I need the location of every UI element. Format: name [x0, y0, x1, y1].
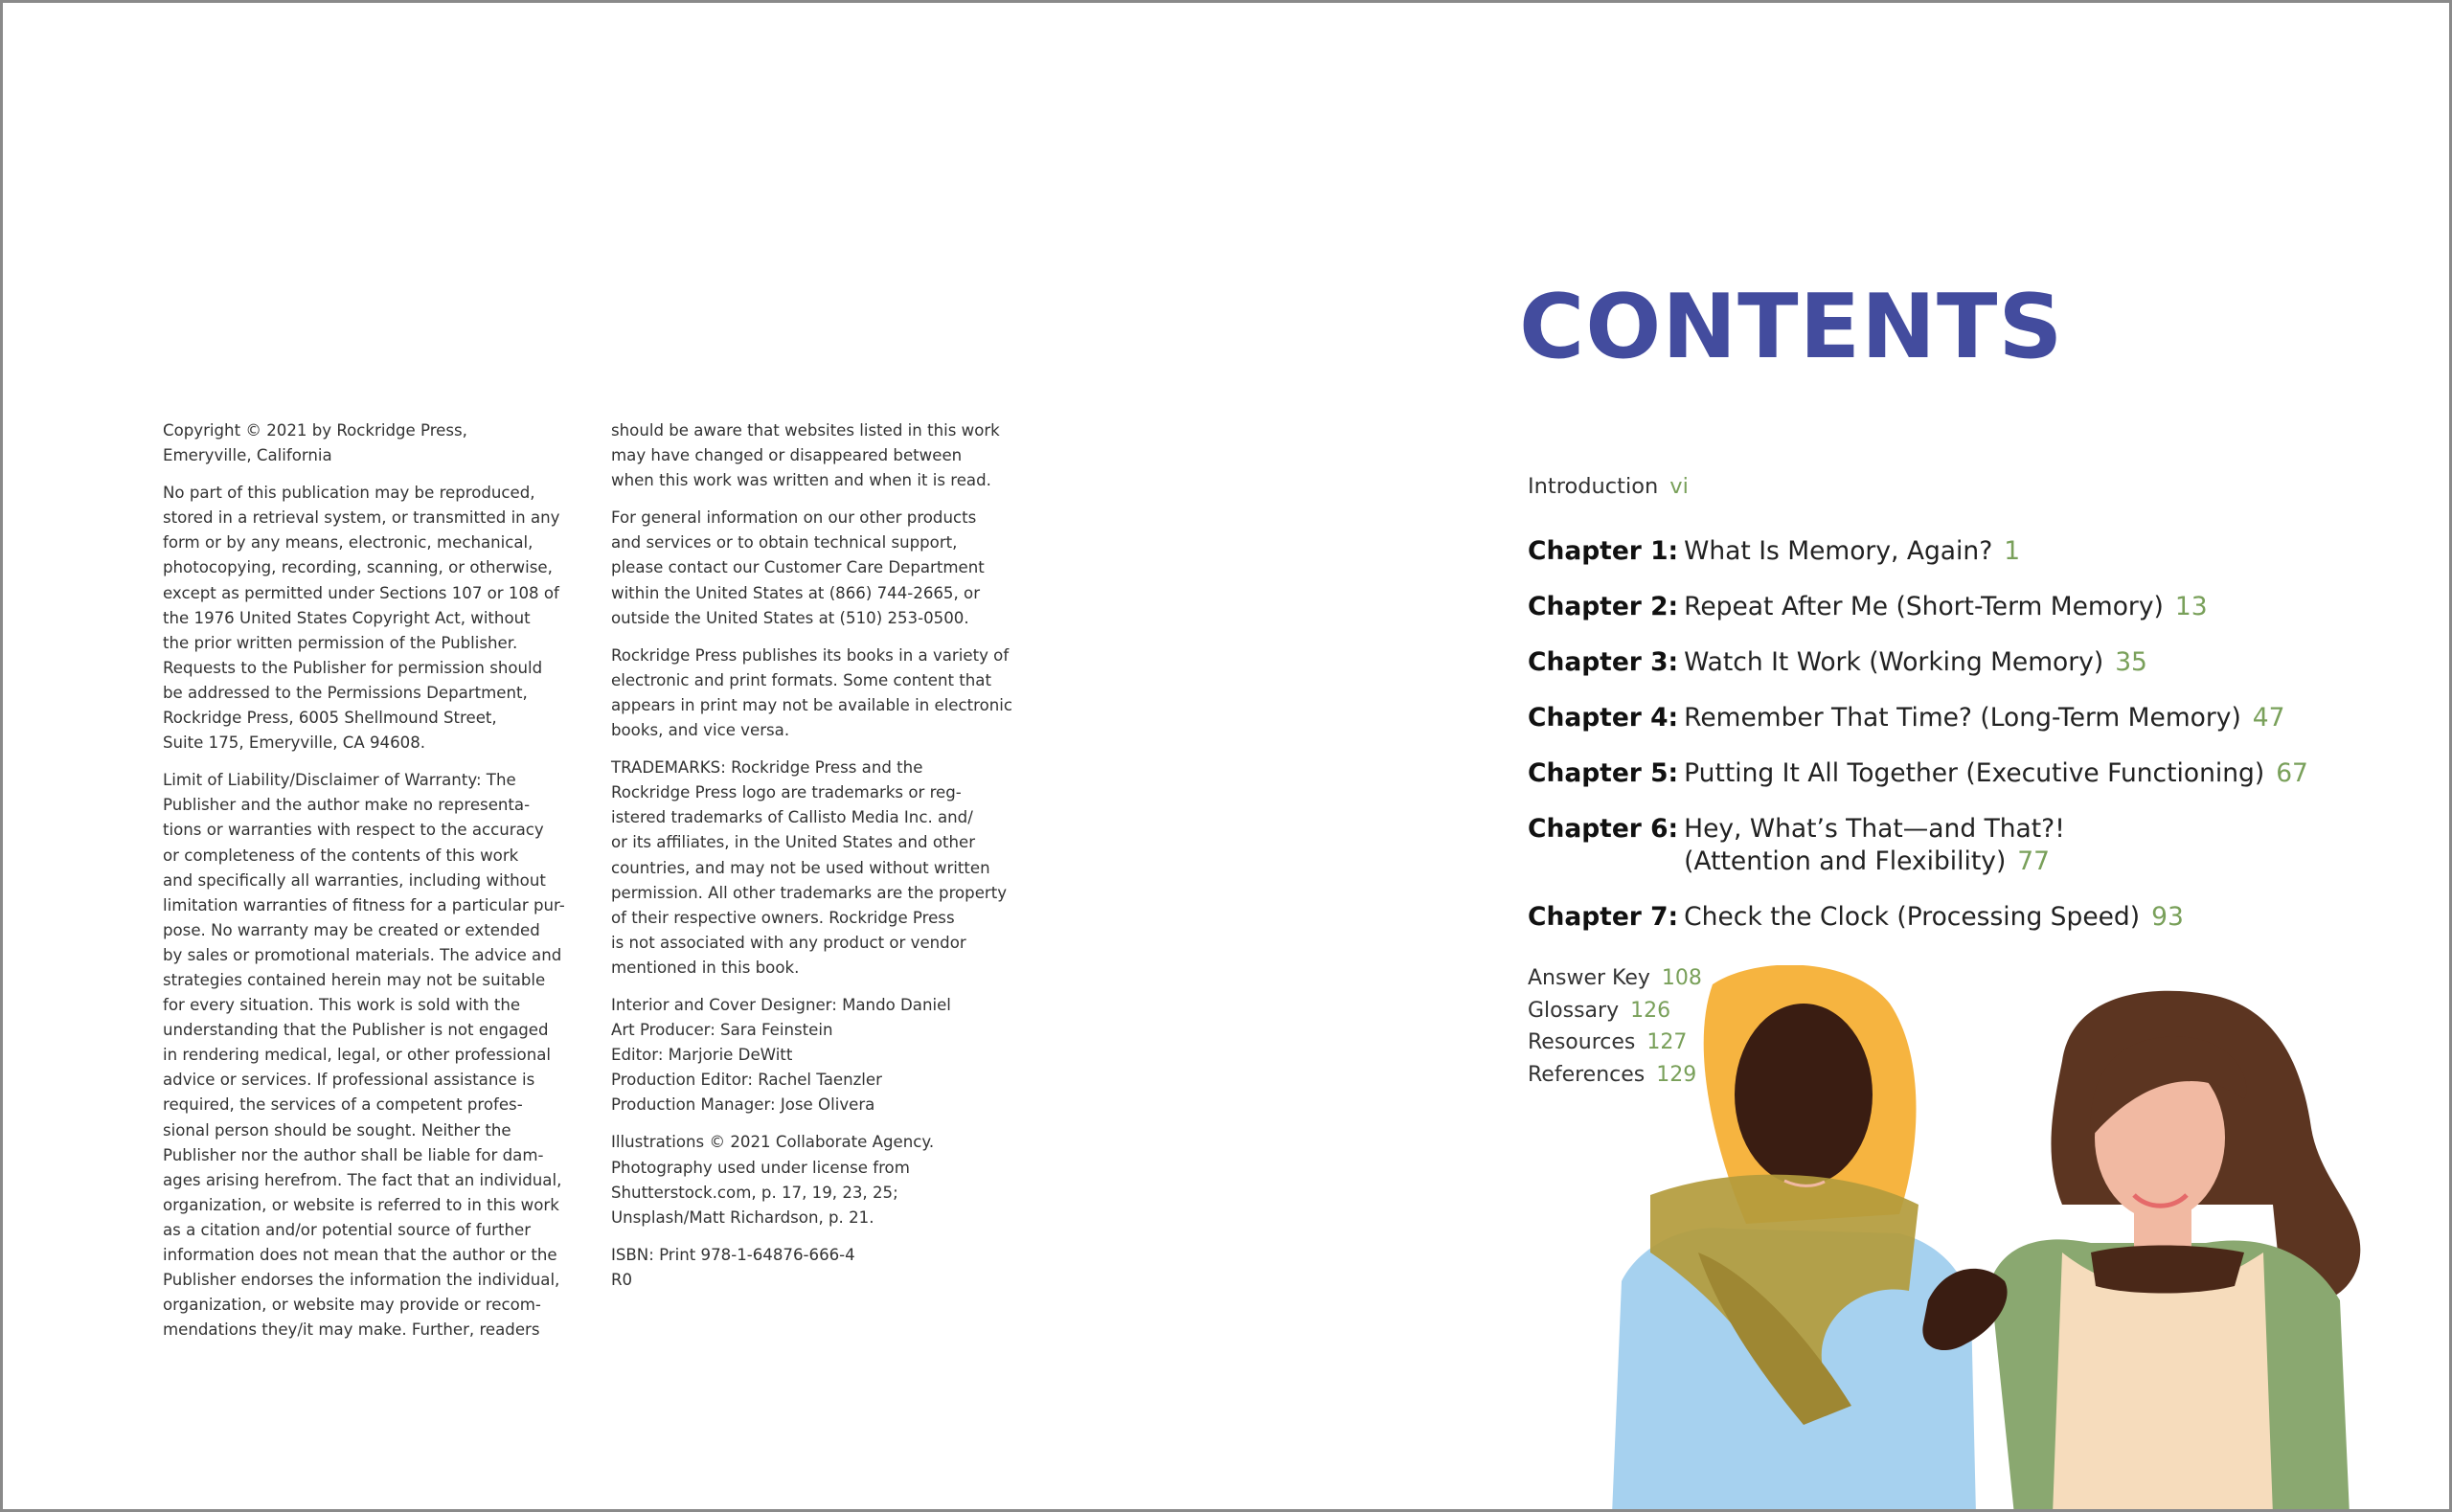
- toc-entry-chapter-4[interactable]: [1528, 702, 2438, 734]
- copyright-paragraph: should be aware that websites listed in this work may have changed or disappeared between when this work was written and when it is read.: [611, 421, 1000, 490]
- toc-entry-label: Answer Key: [1528, 966, 1650, 990]
- chapter-title: Watch It Work (Working Memory): [1684, 647, 2104, 677]
- chapter-number: Chapter 6:: [1528, 814, 1679, 844]
- toc-entry-chapter-5[interactable]: [1528, 757, 2438, 790]
- toc-entry-label: Introduction: [1528, 474, 1659, 499]
- toc-entry-label: Glossary: [1528, 998, 1620, 1023]
- woman-right-figure: [1990, 991, 2360, 1509]
- toc-page-number: 35: [2115, 647, 2147, 677]
- toc-page-number: vi: [1669, 474, 1689, 499]
- chapter-title: Remember That Time? (Long-Term Memory): [1684, 703, 2241, 733]
- chapter-number: Chapter 3:: [1528, 647, 1679, 677]
- toc-page-number: 13: [2174, 592, 2208, 621]
- toc-entry-chapter-6[interactable]: [1528, 813, 2438, 878]
- chapter-number: Chapter 1:: [1528, 536, 1679, 566]
- toc-entry-chapter-2[interactable]: [1528, 591, 2438, 623]
- contents-title: CONTENTS: [1519, 275, 2064, 378]
- illustration-credits-paragraph: Illustrations © 2021 Collaborate Agency. Photography used under license from Shutterstock.com, p. 17, 19, 23, 25; Unsplash/Matt Richardson, p. 21.: [611, 1133, 935, 1227]
- copyright-paragraph: Limit of Liability/Disclaimer of Warranty: The Publisher and the author make no representa- tions or warranties with respect to the accuracy or completeness of the contents of this work and specifically all warranties, including without limitation warranties of fitness for a particular pur- pose. No warranty may be created or extended by sales or promotional materials. The advice and strategies contained herein may not be suitable for every situation. This work is sold with the understanding that the Publisher is not engaged in rendering medical, legal, or other professional advice or services. If professional assistance is required, the services of a competent profes- sional person should be sought. Neither the Publisher nor the author shall be liable for dam- ages arising herefrom. The fact that an individual, organization, or website is referred to in this work as a citation and/or potential source of further information does not mean that the author or the Publisher endorses the information the individual, organization, or website may provide or recom- mendations they/it may make. Further, readers: [163, 771, 565, 1340]
- woman-left-figure: [1612, 965, 2008, 1509]
- chapter-title: What Is Memory, Again?: [1684, 536, 1993, 566]
- toc-page-number: 47: [2252, 703, 2285, 733]
- chapter-number: Chapter 7:: [1528, 902, 1679, 932]
- toc-entry-label: Resources: [1528, 1030, 1636, 1054]
- isbn-paragraph: ISBN: Print 978-1-64876-666-4 R0: [611, 1245, 855, 1289]
- copyright-paragraph: For general information on our other products and services or to obtain technical support, please contact our Customer Care Department within the United States at (866) 744-2665, or outside the United States at (510) 253-0500.: [611, 508, 985, 627]
- toc-entry-chapter-3[interactable]: [1528, 646, 2438, 679]
- toc-entry-introduction[interactable]: [1528, 474, 1689, 499]
- two-women-illustration: [1612, 965, 2378, 1509]
- credits-paragraph: Interior and Cover Designer: Mando Daniel Art Producer: Sara Feinstein Editor: Marjorie DeWitt Production Editor: Rachel Taenzler Production Manager: Jose Olivera: [611, 995, 951, 1115]
- chapter-number: Chapter 5:: [1528, 758, 1679, 788]
- chapter-title: Repeat After Me (Short-Term Memory): [1684, 592, 2164, 621]
- chapter-title: Hey, What’s That—and That?! (Attention and Flexibility): [1684, 814, 2065, 876]
- chapter-number: Chapter 4:: [1528, 703, 1679, 733]
- toc-entry-label: References: [1528, 1062, 1646, 1087]
- toc-page-number: 129: [1656, 1062, 1697, 1087]
- toc-page-number: 67: [2276, 758, 2308, 788]
- toc-page-number: 1: [2004, 536, 2021, 566]
- book-spread: [3, 3, 2449, 1509]
- toc-page-number: 108: [1661, 966, 1702, 990]
- chapter-number: Chapter 2:: [1528, 592, 1679, 621]
- copyright-paragraph: No part of this publication may be reproduced, stored in a retrieval system, or transmitted in any form or by any means, electronic, mechanical, photocopying, recording, scanning, or otherwise, except as permitted under Sections 107 or 108 of the 1976 United States Copyright Act, without the prior written permission of the Publisher. Requests to the Publisher for permission should be addressed to the Permissions Department, Rockridge Press, 6005 Shellmound Street, Suite 175, Emeryville, CA 94608.: [163, 484, 560, 753]
- copyright-column-left: [163, 418, 565, 1355]
- woman-left-face: [1735, 1004, 1873, 1185]
- toc-chapter-list: [1528, 535, 2438, 957]
- toc-entry-chapter-1[interactable]: [1528, 535, 2438, 568]
- toc-page-number: 93: [2151, 902, 2184, 932]
- toc-page-number: 126: [1630, 998, 1671, 1023]
- copyright-paragraph: TRADEMARKS: Rockridge Press and the Rockridge Press logo are trademarks or reg- istered trademarks of Callisto Media Inc. and/ or its affiliates, in the United States and other countries, and may not be used without written permission. All other trademarks are the property of their respective owners. Rockridge Press is not associated with any product or vendor mentioned in this book.: [611, 758, 1008, 977]
- copyright-paragraph: Copyright © 2021 by Rockridge Press, Emeryville, California: [163, 421, 467, 465]
- woman-right-collar: [2091, 1246, 2244, 1294]
- chapter-title: Check the Clock (Processing Speed): [1684, 902, 2141, 932]
- copyright-paragraph: Rockridge Press publishes its books in a variety of electronic and print formats. Some content that appears in print may not be available in electronic books, and vice versa.: [611, 645, 1013, 740]
- toc-page-number: 127: [1646, 1030, 1688, 1054]
- copyright-column-right: [611, 418, 1013, 1305]
- toc-entry-chapter-7[interactable]: [1528, 901, 2438, 934]
- chapter-title: Putting It All Together (Executive Functioning): [1684, 758, 2265, 788]
- toc-page-number: 77: [2017, 846, 2051, 876]
